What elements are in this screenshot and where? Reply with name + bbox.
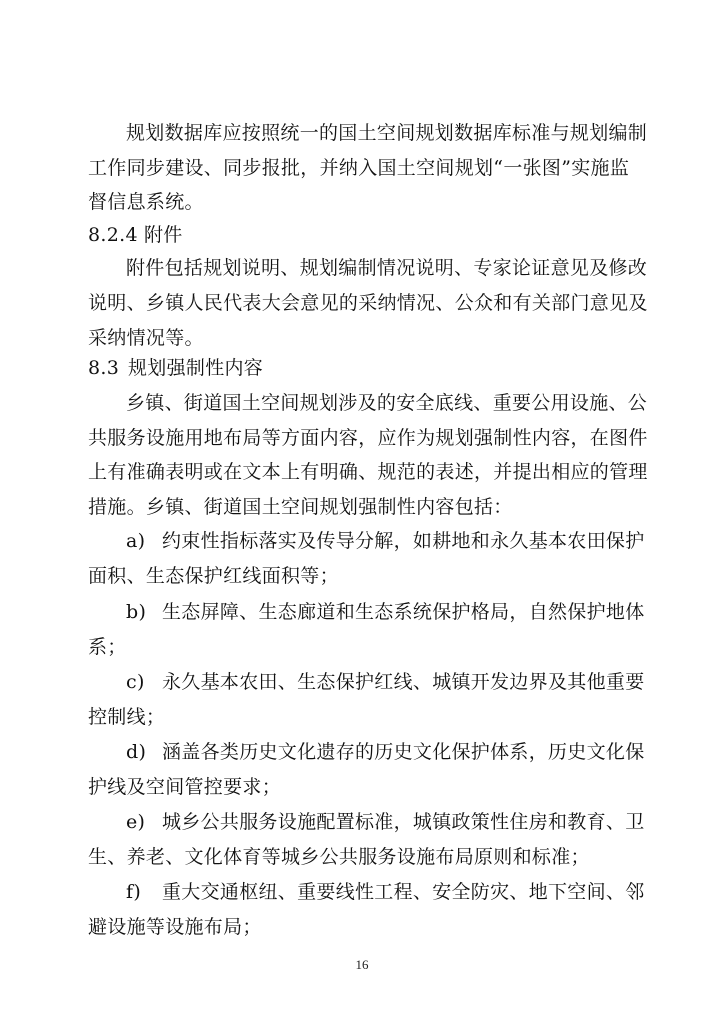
list-item-text: 涵盖各类历史文化遗存的历史文化保护体系，历史文化保 <box>162 741 645 764</box>
list-item-continuation: 面积、生态保护红线面积等； <box>88 564 339 587</box>
list-item <box>126 600 645 624</box>
paragraph-line: 附件包括规划说明、规划编制情况说明、专家论证意见及修改 <box>126 257 648 280</box>
list-item-continuation: 护线及空间管控要求； <box>88 775 282 798</box>
section-heading <box>88 356 263 380</box>
list-item-marker: e) <box>126 811 146 834</box>
section-title: 规划强制性内容 <box>128 357 264 380</box>
section-number: 8.3 <box>88 357 120 380</box>
list-item-text: 重大交通枢纽、重要线性工程、安全防灾、地下空间、邻 <box>162 881 645 904</box>
list-item-text: 永久基本农田、生态保护红线、城镇开发边界及其他重要 <box>162 671 645 694</box>
list-item-marker: c) <box>126 671 145 694</box>
paragraph-line: 共服务设施用地布局等方面内容，应作为规划强制性内容，在图件 <box>88 426 648 449</box>
list-item-marker: b) <box>126 601 147 624</box>
list-item <box>126 529 645 553</box>
list-item-continuation: 系； <box>88 635 127 658</box>
list-item-marker: d) <box>126 741 147 764</box>
paragraph-line: 规划数据库应按照统一的国土空间规划数据库标准与规划编制 <box>126 122 648 144</box>
list-item <box>126 810 645 834</box>
section-title: 附件 <box>144 223 183 246</box>
paragraph-line: 工作同步建设、同步报批，并纳入国土空间规划“一张图”实施监 <box>88 156 630 179</box>
paragraph-line: 乡镇、街道国土空间规划涉及的安全底线、重要公用设施、公 <box>126 391 648 414</box>
paragraph-line: 采纳情况等。 <box>88 326 204 349</box>
list-item-text: 生态屏障、生态廊道和生态系统保护格局，自然保护地体 <box>162 601 645 624</box>
section-heading <box>88 223 183 247</box>
page-number: 16 <box>355 957 369 972</box>
list-item-continuation: 生、养老、文化体育等城乡公共服务设施布局原则和标准； <box>88 845 590 868</box>
list-item-marker: f) <box>126 881 142 904</box>
list-item-continuation: 控制线； <box>88 705 166 728</box>
paragraph-line: 上有准确表明或在文本上有明确、规范的表述，并提出相应的管理 <box>88 461 648 484</box>
list-item-text: 约束性指标落实及传导分解，如耕地和永久基本农田保护 <box>162 530 645 553</box>
paragraph-line: 督信息系统。 <box>88 191 204 214</box>
list-item-continuation: 避设施等设施布局； <box>88 916 262 938</box>
paragraph-line: 说明、乡镇人民代表大会意见的采纳情况、公众和有关部门意见及 <box>88 292 648 314</box>
section-number: 8.2.4 <box>88 223 138 246</box>
list-item-marker: a) <box>126 530 146 553</box>
list-item <box>126 740 645 764</box>
paragraph-line: 措施。乡镇、街道国土空间规划强制性内容包括： <box>88 495 513 518</box>
list-item-text: 城乡公共服务设施配置标准，城镇政策性住房和教育、卫 <box>162 811 645 834</box>
list-item <box>126 880 645 904</box>
list-item <box>126 670 645 694</box>
